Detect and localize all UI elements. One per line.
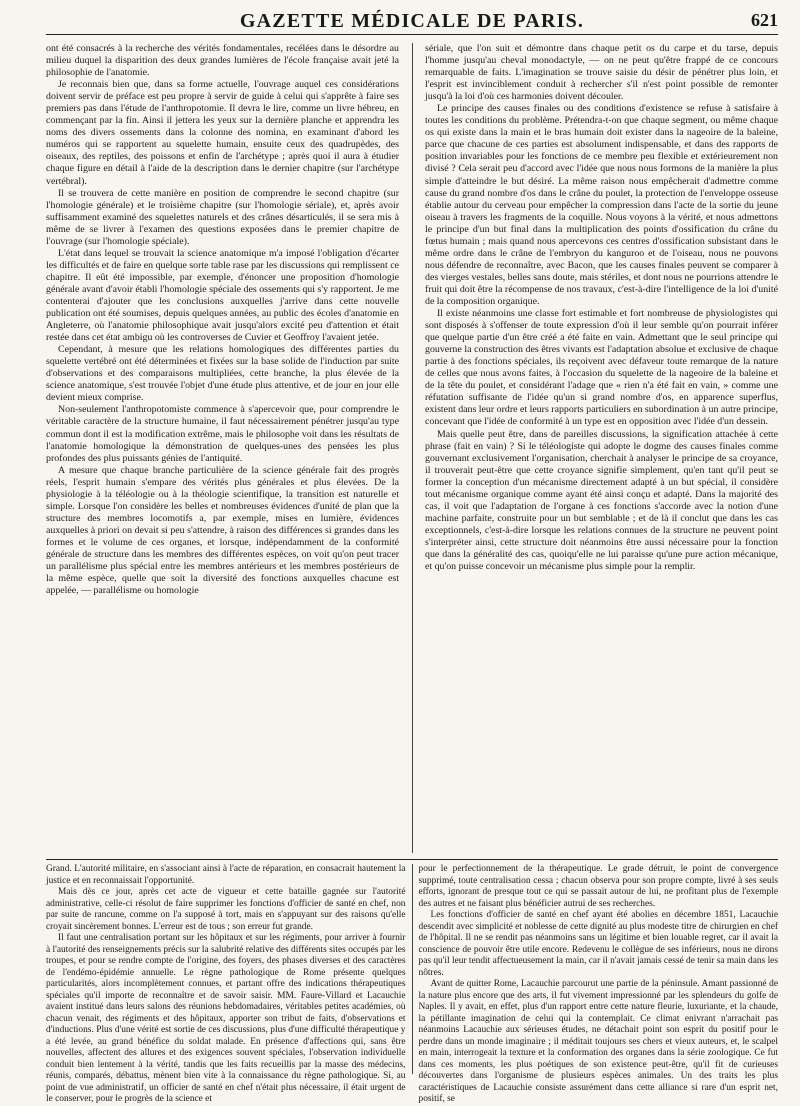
column-divider	[412, 864, 413, 1074]
feuilleton-left-column	[46, 864, 406, 1104]
paragraph: Cependant, à mesure que les relations homologiques des différentes parties du squelette vertébré ont été déterminées et fixées sur la base solide de l'induction par suite d'observations et des comparaisons multipliées, cette branche, la plus élevée de la science anatomique, s'est trouvée l'objet d'une étude plus attentive, et de jour en jour elle devient mieux comprise.	[46, 344, 399, 404]
column-divider	[412, 43, 413, 853]
feuilleton	[46, 864, 778, 1104]
paragraph: ont été consacrés à la recherche des vérités fondamentales, recélées dans le désordre au milieu duquel la disparition des deux grandes lumières de l'école française avait jeté la philosophie de l'anatomie.	[46, 43, 399, 79]
journal-title: GAZETTE MÉDICALE DE PARIS.	[239, 10, 585, 32]
feuilleton-right-column	[418, 864, 779, 1104]
paragraph: A mesure que chaque branche particulière de la science générale fait des progrès réels, l'esprit humain s'empare des vérités plus générales et plus élevées. De la physiologie à la téléologie ou à la théologie scientifique, la transition est naturelle et simple. Lorsque l'on considère les belles et nombreuses évidences d'unité de plan que la structure des membres locomotifs a, par exemple, mises en lumière, évidences auxquelles à priori on devait si peu s'attendre, à raison des différences si grandes dans les formes et le volume de ces organes, et lorsque, indépendamment de la conformité générale de structure dans les membres des différentes espèces, on voit qu'on peut tracer un parallélisme plus spécial entre les membres antérieurs et les membres postérieurs de la même espèce, quelle que soit la diversité des fonctions auxquelles chacune est appelée, — parallélisme ou homologie	[46, 464, 399, 597]
paragraph: Il existe néanmoins une classe fort estimable et fort nombreuse de physiologistes qui sont disposés à s'offenser de toute expression d'où il leur semble qu'on pourrait inférer que quelque partie d'un être créé a été faite en vain. Admettant que le seul principe qui gouverne la construction des êtres vivants est l'adaptation absolue et exclusive de chaque partie à des fonctions spéciales, ils reçoivent avec défaveur toute remarque de la nature de celles que nous avons faites, à l'occasion du squelette de la nageoire de la baleine et de la tête du poulet, et considérant l'adage que « rien n'a été fait en vain, » comme une réfutation suffisante de l'idée qu'un si grand nombre d'os, en apparence superflus, existent dans leur ordre et leurs rapports particuliers en subordination à un autre principe, concevant que l'idée de conformité à un type est en opposition avec l'idée d'un dessein.	[425, 308, 778, 428]
paragraph: Grand. L'autorité militaire, en s'associant ainsi à l'acte de réparation, en consacrait hautement la justice et en reconnaissait l'opportunité.	[46, 864, 406, 886]
paragraph: Je reconnais bien que, dans sa forme actuelle, l'ouvrage auquel ces considérations doivent servir de préface est peu propre à servir de guide à celui qui s'apprête à faire ses premiers pas dans l'étude de l'anthropotomie. Il devra le lire, comme un livre hébreu, en commençant par la fin. Ainsi il jettera les yeux sur la dernière planche et apprendra les noms des divers ossements dans la colonne des nomina, en examinant d'abord les numéros qui se rapportent au squelette humain, ensuite ceux des quadrupèdes, des oiseaux, des reptiles, des poissons et enfin de l'archétype ; après quoi il aura à étudier chaque figure en détail à l'aide de la description dans le dernier chapitre (sur l'archétype vertébral).	[46, 79, 399, 187]
paragraph: L'état dans lequel se trouvait la science anatomique m'a imposé l'obligation d'écarter les difficultés et de faire en quelque sorte table rase par les discussions qui remplissent ce chapitre. Il eût été impossible, par exemple, d'énoncer une proposition d'homologie générale avant d'avoir établi l'homologie spéciale des ossements qui s'y rapportent. Je me contenterai d'ajouter que les conclusions auxquelles j'arrive dans cette nouvelle publication ont été soumises, depuis quelques années, au public des écoles d'anatomie en Angleterre, où l'anatomie philosophique avait jusqu'alors excité peu d'attention et était restée dans cet état ambigu où les controverses de Cuvier et Geoffroy l'avaient jetée.	[46, 247, 399, 344]
paragraph: Le principe des causes finales ou des conditions d'existence se refuse à satisfaire à toutes les conditions du problème. Prétendra-t-on que chaque segment, ou même chaque os qui existe dans la main et le bras humain doit exister dans la nageoire de la baleine, parce que chacune de ces parties est absolument indispensable, et dans des rapports de position invariables pour les fonctions de ce membre peu flexible et extérieurement non divisé ? Cela serait peu d'accord avec l'idée que nous nous formons de la manière la plus simple d'atteindre le but désiré. La même raison nous empêcherait d'admettre comme cause du grand nombre d'os dans le crâne du poulet, la protection de l'enveloppe osseuse établie autour du cerveau pour empêcher la compression dans l'acte de la sortie du jeune oiseau à travers les fragments de la coquille. Nous voyons à la vérité, et nous admettons le principe d'un but final dans la multiplication des points d'ossification du crâne du fœtus humain ; mais quand nous apercevons ces centres d'ossification subsistant dans le même ordre dans le crâne de l'embryon du kanguroo et de l'oiseau, nous ne pouvons nous défendre de reconnaître, avec Bacon, que les causes finales peuvent se comparer à des vierges vestales, belles sans doute, mais stériles, et dont nous ne pourrions attendre le fruit qui doit être la récompense de nos travaux, c'est-à-dire l'intelligence de la loi d'unité de la composition organique.	[425, 103, 778, 307]
page-header	[46, 8, 778, 35]
right-column	[425, 43, 778, 853]
left-column	[46, 43, 399, 853]
paragraph: sériale, que l'on suit et démontre dans chaque petit os du carpe et du tarse, depuis l'homme jusqu'au cheval monodactyle, — on ne peut qu'être frappé de ce concours remarquable de faits. L'imagination se trouve saisie du désir de pénétrer plus loin, et l'esprit est invinciblement conduit à rechercher s'il n'est point possible de remonter jusqu'à la loi d'où ces harmonies doivent découler.	[425, 43, 778, 103]
feuilleton-separator	[46, 859, 778, 860]
main-article	[46, 43, 778, 853]
paragraph: Non-seulement l'anthropotomiste commence à s'apercevoir que, pour comprendre le véritable caractère de la structure humaine, il faut nécessairement pénétrer jusqu'au type commun dont il est la modification extrême, mais le philosophe voit dans les résultats de l'anatomie homologique la démonstration de quelques-unes des pensées les plus profondes des plus puissants génies de l'antiquité.	[46, 404, 399, 464]
paragraph: Il faut une centralisation portant sur les hôpitaux et sur les régiments, pour arriver à fournir à l'autorité des renseignements précis sur la salubrité relative des différents sites occupés par les troupes, et pour se rendre compte de l'origine, des foyers, des phases diverses et des caractères de l'endémo-épidémie annuelle. Le règne pathologique de Rome présente quelques particularités, alors incomplètement connues, et partant offre des indications thérapeutiques spéciales qu'il importe de reconnaître et de savoir saisir. MM. Faure-Villard et Lacauchie avaient institué dans leurs salons des réunions hebdomadaires, véritables petites académies, où chacun venait, des régiments et des hôpitaux, apporter son tribut de faits, d'observations et d'inductions. Plus d'une vérité est sortie de ces discussions, plus d'une difficulté thérapeutique y a été levée, au grand bénéfice du soldat malade. En présence d'affections qui, sans être nouvelles, affectent des allures et des exigences souvent spéciales, l'observation individuelle conduit bien lentement à la vérité, tandis que les faits recueillis par la masse des médecins, réunis, comparés, débattus, mènent bien vite à la connaissance du règne pathologique. Si, au point de vue administratif, un officier de santé en chef n'était plus nécessaire, il était urgent de le conserver, pour le progrès de la science et	[46, 933, 406, 1104]
paragraph: Les fonctions d'officier de santé en chef ayant été abolies en décembre 1851, Lacauchie descendit avec simplicité et noblesse de cette dignité au plus modeste titre de chirurgien en chef de l'hôpital. Il ne se rendit pas néanmoins sans un légitime et bien louable regret, car il avait la conscience de pouvoir être utile encore. Redevenu le collègue de ses inférieurs, nous ne dirons pas qu'il leur tendit affectueusement la main, car il n'avait jamais cessé de tenir sa main dans les nôtres.	[418, 910, 778, 978]
paragraph: Il se trouvera de cette manière en position de comprendre le second chapitre (sur l'homologie générale) et le troisième chapitre (sur l'homologie sériale), et, après avoir suffisamment examiné des squelettes naturels et des crânes désarticulés, il se sera mis à même de se livrer à l'examen des questions exposées dans le premier chapitre de l'ouvrage (sur l'homologie spéciale).	[46, 187, 399, 247]
paragraph: Mais dès ce jour, après cet acte de vigueur et cette bataille gagnée sur l'autorité administrative, celle-ci résolut de faire supprimer les fonctions d'officier de santé en chef, non par suite de rancune, comme on l'a supposé à tort, mais en s'appuyant sur des raisons qu'elle croyait sincèrement bonnes. L'erreur est de tous ; son erreur fut grande.	[46, 887, 406, 932]
page-number: 621	[751, 10, 778, 30]
paragraph: Avant de quitter Rome, Lacauchie parcourut une partie de la péninsule. Amant passionné de la nature plus encore que des arts, il fut vivement impressionné par les splendeurs du golfe de Naples. Il y avait, en effet, plus d'un rapport entre cette nature fleurie, luxuriante, et la chaude, la pétillante imagination de celui qui la contemplait. Ce climat enivrant n'arrachait pas néanmoins Lacauchie aux sérieuses études, ne détachait point son esprit du positif pour le perdre dans un monde imaginaire ; il méditait toujours ses chers et vieux auteurs, et, le scalpel en main, interrogeait la texture et la conformation des organes dans la série zoologique. Ce fut dans ces moments, les plus poétiques de son existence peut-être, qu'il fit de curieuses découvertes dans l'organisme de plusieurs espèces animales. Un des traits les plus caractéristiques de Lacauchie consiste assurément dans cette alliance si rare d'un esprit net, positif, se	[418, 979, 778, 1104]
paragraph: pour le perfectionnement de la thérapeutique. Le grade détruit, le point de convergence supprimé, toute centralisation cessa ; chacun observa pour son propre compte, livré à ses seuls efforts, ignorant de presque tout ce qui se passait autour de lui, ne profitant plus de l'exemple des autres et ne faisant plus bénéficier autrui de ses recherches.	[418, 864, 778, 909]
paragraph: Mais quelle peut être, dans de pareilles discussions, la signification attachée à cette phrase (fait en vain) ? Si le téléologiste qui adopte le dogme des causes finales comme gouvernant exclusivement l'organisation, cherchait à analyser le principe de sa croyance, il trouverait peut-être que cette croyance signifie simplement, qu'en tant qu'il peut se former la conception d'un mécanisme directement adapté à un but spécial, il considère tout mécanisme organique comme ayant été ainsi conçu et adapté. Dans la majorité des cas, il voit que l'adaptation de l'organe à ces fonctions s'accorde avec la notion d'une machine parfaite, construite pour un but semblable ; et de là il conclut que dans les cas exceptionnels, c'est-à-dire lorsque les relations connues de la structure ne peuvent point s'interpréter ainsi, cette structure doit néanmoins être aussi nécessaire pour la fonction que dans la généralité des cas, quoiqu'elle ne lui paraisse qu'une pure action mécanique, et qu'on puisse concevoir un mécanisme plus simple pour la remplir.	[425, 428, 778, 573]
